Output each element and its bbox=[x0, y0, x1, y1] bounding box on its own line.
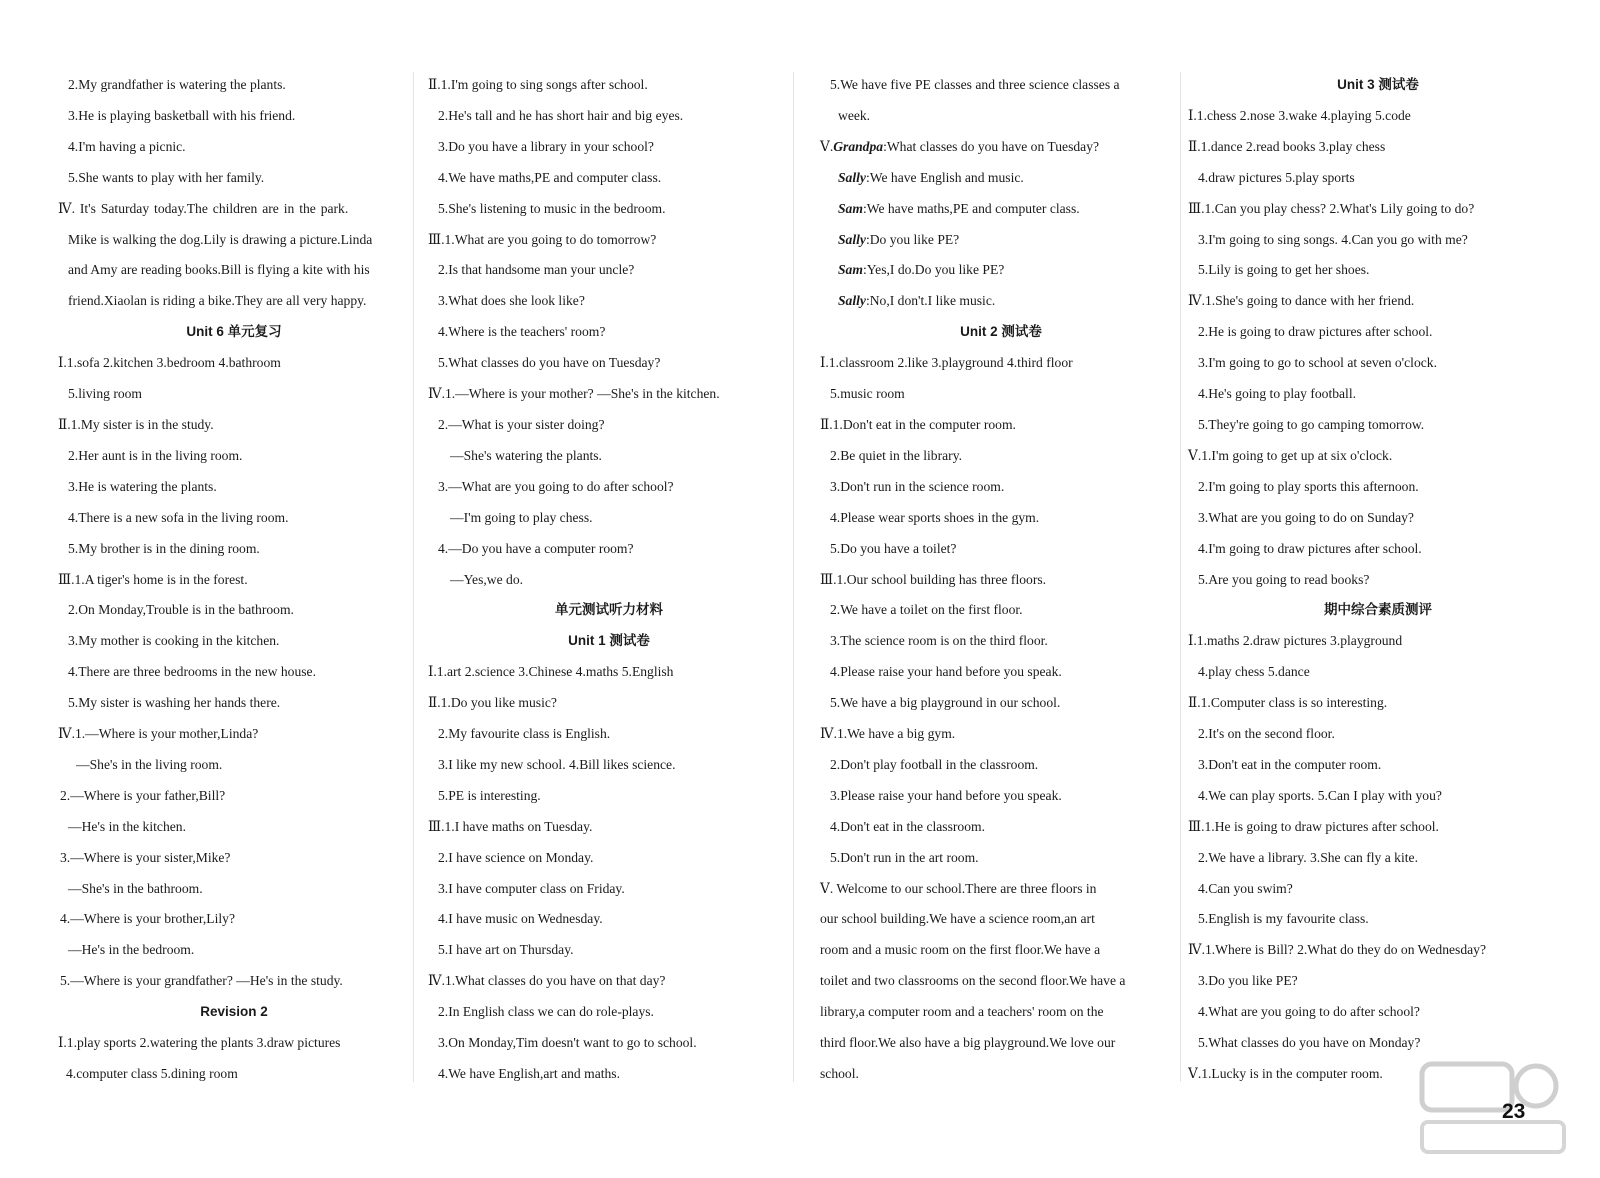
text-line: 5.We have a big playground in our school. bbox=[830, 695, 1061, 711]
text-line: Ⅲ.1.I have maths on Tuesday. bbox=[428, 818, 593, 834]
text-line: 4.He's going to play football. bbox=[1198, 386, 1357, 402]
text-line: 4.—Where is your brother,Lily? bbox=[60, 911, 235, 927]
dialogue-line bbox=[820, 194, 1182, 225]
text-line: Ⅱ.1.Computer class is so interesting. bbox=[1188, 695, 1388, 711]
text-line: Ⅰ.1.play sports 2.watering the plants 3.draw pictures bbox=[58, 1035, 341, 1051]
section-numeral: Ⅴ. bbox=[820, 138, 834, 154]
text-line: 2.—What is your sister doing? bbox=[438, 416, 605, 432]
text-line: 3.—What are you going to do after school? bbox=[438, 478, 674, 494]
text-line: 3.My mother is cooking in the kitchen. bbox=[68, 633, 280, 649]
text-line: 4.What are you going to do after school? bbox=[1198, 1004, 1420, 1020]
dialogue-line bbox=[820, 225, 1182, 256]
text-line: 4.draw pictures 5.play sports bbox=[1198, 169, 1355, 185]
text-line: Ⅲ.1.He is going to draw pictures after school. bbox=[1188, 818, 1439, 834]
text-line: 2.Be quiet in the library. bbox=[830, 447, 963, 463]
text-line: 4.There is a new sofa in the living room. bbox=[68, 509, 289, 525]
text-line: 3.I have computer class on Friday. bbox=[438, 880, 625, 896]
text-line: 5.We have five PE classes and three science classes a bbox=[830, 77, 1120, 92]
text-line: 3.Do you like PE? bbox=[1198, 973, 1298, 989]
text-line: 3.He is playing basketball with his friend. bbox=[68, 107, 296, 123]
text-line: 4.We have English,art and maths. bbox=[438, 1066, 620, 1081]
text-line: 3.He is watering the plants. bbox=[68, 478, 217, 494]
text-line: Ⅱ.1.I'm going to sing songs after school. bbox=[428, 77, 648, 92]
text-line: 4.Please raise your hand before you speak. bbox=[830, 664, 1062, 680]
text-line: 2.Her aunt is in the living room. bbox=[68, 447, 243, 463]
text-line: 2.I'm going to play sports this afternoon. bbox=[1198, 478, 1419, 494]
text-line: 3.I'm going to sing songs. 4.Can you go with me? bbox=[1198, 231, 1468, 247]
text-line: 5.living room bbox=[68, 386, 143, 402]
dialogue-text: :We have maths,PE and computer class. bbox=[862, 200, 1080, 216]
text-line: 5.English is my favourite class. bbox=[1198, 911, 1369, 927]
text-line: 3.I like my new school. 4.Bill likes science. bbox=[438, 756, 676, 772]
text-line: Ⅰ.1.sofa 2.kitchen 3.bedroom 4.bathroom bbox=[58, 355, 281, 371]
text-line: library,a computer room and a teachers' room on the bbox=[820, 1004, 1104, 1020]
text-line: Ⅰ.1.chess 2.nose 3.wake 4.playing 5.code bbox=[1188, 107, 1411, 123]
text-line: 2.Is that handsome man your uncle? bbox=[438, 262, 635, 278]
text-line: Ⅱ.1.dance 2.read books 3.play chess bbox=[1188, 138, 1386, 154]
text-line: 4.computer class 5.dining room bbox=[66, 1066, 238, 1081]
text-line: 4.I have music on Wednesday. bbox=[438, 911, 603, 927]
text-line: 4.I'm having a picnic. bbox=[68, 138, 186, 154]
text-line: 2.It's on the second floor. bbox=[1198, 726, 1335, 742]
text-line: Ⅱ.1.Do you like music? bbox=[428, 695, 557, 711]
text-line: 4.We have maths,PE and computer class. bbox=[438, 169, 662, 185]
answer-column-2 bbox=[428, 70, 790, 1090]
text-line: Ⅳ. It's Saturday today.The children are in the park. bbox=[58, 200, 349, 216]
text-line: 2.My grandfather is watering the plants. bbox=[68, 77, 286, 92]
text-line: 3.Don't run in the science room. bbox=[830, 478, 1005, 494]
speaker-name: Sally bbox=[838, 231, 866, 247]
dialogue-line bbox=[820, 286, 1182, 317]
text-line: 2.Don't play football in the classroom. bbox=[830, 756, 1039, 772]
text-line: 5.Don't run in the art room. bbox=[830, 849, 979, 865]
dialogue-text: :We have English and music. bbox=[865, 169, 1024, 185]
text-line: 2.My favourite class is English. bbox=[438, 726, 611, 742]
text-line: 5.My sister is washing her hands there. bbox=[68, 695, 281, 711]
text-line: Ⅲ.1.What are you going to do tomorrow? bbox=[428, 231, 657, 247]
text-line: 4.Don't eat in the classroom. bbox=[830, 818, 985, 834]
section-heading: Unit 1 测试卷 bbox=[568, 633, 650, 649]
text-line: Ⅳ.1.—Where is your mother? —She's in the kitchen. bbox=[428, 386, 720, 402]
text-line: school. bbox=[820, 1066, 859, 1081]
speaker-name: Sally bbox=[838, 293, 866, 309]
text-line: 5.—Where is your grandfather? —He's in the study. bbox=[60, 973, 343, 989]
text-line: 2.On Monday,Trouble is in the bathroom. bbox=[68, 602, 294, 618]
dialogue-line bbox=[820, 132, 1182, 163]
text-line: friend.Xiaolan is riding a bike.They are all very happy. bbox=[68, 293, 367, 309]
text-line: 3.Don't eat in the computer room. bbox=[1198, 756, 1382, 772]
text-line: Ⅴ.1.Lucky is in the computer room. bbox=[1188, 1066, 1383, 1081]
text-line: 5.She's listening to music in the bedroom. bbox=[438, 200, 666, 216]
answer-column-1 bbox=[58, 70, 410, 1090]
text-line: 3.On Monday,Tim doesn't want to go to school. bbox=[438, 1035, 697, 1051]
text-line: —She's in the bathroom. bbox=[68, 880, 203, 896]
speaker-name: Sally bbox=[838, 169, 866, 185]
section-heading: Unit 2 测试卷 bbox=[960, 324, 1042, 340]
text-line: Ⅳ.1.—Where is your mother,Linda? bbox=[58, 726, 259, 742]
dialogue-text: :No,I don't.I like music. bbox=[865, 293, 996, 309]
text-line: 2.In English class we can do role-plays. bbox=[438, 1004, 654, 1020]
text-line: 5.They're going to go camping tomorrow. bbox=[1198, 416, 1425, 432]
text-line: 4.I'm going to draw pictures after school. bbox=[1198, 540, 1422, 556]
text-line: 3.What does she look like? bbox=[438, 293, 585, 309]
dialogue-line bbox=[820, 255, 1182, 286]
text-line: Ⅱ.1.Don't eat in the computer room. bbox=[820, 416, 1016, 432]
text-line: third floor.We also have a big playground.We love our bbox=[820, 1035, 1116, 1051]
text-line: 4.Please wear sports shoes in the gym. bbox=[830, 509, 1040, 525]
section-heading: 单元测试听力材料 bbox=[555, 602, 663, 618]
dialogue-line bbox=[820, 163, 1182, 194]
text-line: —She's in the living room. bbox=[76, 756, 223, 772]
text-line: 3.What are you going to do on Sunday? bbox=[1198, 509, 1414, 525]
text-line: 4.play chess 5.dance bbox=[1198, 664, 1310, 680]
dialogue-text: :Do you like PE? bbox=[865, 231, 960, 247]
text-line: 5.I have art on Thursday. bbox=[438, 942, 574, 958]
text-line: 2.I have science on Monday. bbox=[438, 849, 594, 865]
text-line: Ⅴ.1.I'm going to get up at six o'clock. bbox=[1188, 447, 1393, 463]
text-line: 5.My brother is in the dining room. bbox=[68, 540, 260, 556]
text-line: Ⅳ.1.What classes do you have on that day? bbox=[428, 973, 666, 989]
text-line: 3.The science room is on the third floor. bbox=[830, 633, 1048, 649]
text-line: 3.I'm going to go to school at seven o'clock. bbox=[1198, 355, 1437, 371]
text-line: Ⅳ.1.Where is Bill? 2.What do they do on Wednesday? bbox=[1188, 942, 1487, 958]
text-line: 4.There are three bedrooms in the new house. bbox=[68, 664, 316, 680]
text-line: 2.We have a library. 3.She can fly a kite. bbox=[1198, 849, 1418, 865]
text-line: 5.She wants to play with her family. bbox=[68, 169, 265, 185]
dialogue-text: :What classes do you have on Tuesday? bbox=[883, 138, 1100, 154]
answer-column-3 bbox=[820, 70, 1182, 1090]
answer-column-4 bbox=[1188, 70, 1568, 1090]
text-line: 4.—Do you have a computer room? bbox=[438, 540, 634, 556]
text-line: 3.Please raise your hand before you speak. bbox=[830, 787, 1062, 803]
section-heading: Unit 3 测试卷 bbox=[1337, 77, 1419, 92]
text-line: 3.—Where is your sister,Mike? bbox=[60, 849, 231, 865]
page-number: 23 bbox=[1502, 1100, 1526, 1123]
text-line: toilet and two classrooms on the second floor.We have a bbox=[820, 973, 1126, 989]
text-line: 5.music room bbox=[830, 386, 905, 402]
section-heading: Revision 2 bbox=[200, 1004, 268, 1020]
text-line: 5.Do you have a toilet? bbox=[830, 540, 957, 556]
text-line: —He's in the kitchen. bbox=[68, 818, 186, 834]
text-line: 2.—Where is your father,Bill? bbox=[60, 787, 226, 803]
text-line: Ⅰ.1.maths 2.draw pictures 3.playground bbox=[1188, 633, 1403, 649]
text-line: 5.PE is interesting. bbox=[438, 787, 541, 803]
text-line: 4.Can you swim? bbox=[1198, 880, 1293, 896]
text-line: Ⅲ.1.Can you play chess? 2.What's Lily going to do? bbox=[1188, 200, 1475, 216]
text-line: 4.We can play sports. 5.Can I play with you? bbox=[1198, 787, 1442, 803]
text-line: —Yes,we do. bbox=[450, 571, 524, 587]
text-line: —She's watering the plants. bbox=[450, 447, 602, 463]
text-line: —I'm going to play chess. bbox=[450, 509, 593, 525]
text-line: 5.Lily is going to get her shoes. bbox=[1198, 262, 1370, 278]
section-heading: Unit 6 单元复习 bbox=[186, 324, 282, 340]
text-line: Ⅳ.1.We have a big gym. bbox=[820, 726, 956, 742]
text-line: Ⅲ.1.A tiger's home is in the forest. bbox=[58, 571, 248, 587]
text-line: 5.What classes do you have on Monday? bbox=[1198, 1035, 1421, 1051]
text-line: Mike is walking the dog.Lily is drawing a picture.Linda bbox=[68, 231, 373, 247]
text-line: room and a music room on the first floor.We have a bbox=[820, 942, 1101, 958]
text-line: Ⅴ. Welcome to our school.There are three floors in bbox=[820, 880, 1097, 896]
text-line: 4.Where is the teachers' room? bbox=[438, 324, 606, 340]
text-line: Ⅰ.1.art 2.science 3.Chinese 4.maths 5.English bbox=[428, 664, 674, 680]
text-line: 3.Do you have a library in your school? bbox=[438, 138, 654, 154]
text-line: Ⅱ.1.My sister is in the study. bbox=[58, 416, 214, 432]
speaker-name: Sam bbox=[838, 200, 863, 216]
section-heading: 期中综合素质测评 bbox=[1324, 602, 1432, 618]
text-line: 5.What classes do you have on Tuesday? bbox=[438, 355, 661, 371]
text-line: Ⅲ.1.Our school building has three floors. bbox=[820, 571, 1047, 587]
text-line: 2.He is going to draw pictures after school. bbox=[1198, 324, 1433, 340]
text-line: week. bbox=[838, 107, 871, 123]
text-line: 2.He's tall and he has short hair and big eyes. bbox=[438, 107, 684, 123]
text-line: Ⅳ.1.She's going to dance with her friend. bbox=[1188, 293, 1415, 309]
text-line: our school building.We have a science room,an art bbox=[820, 911, 1095, 927]
text-line: —He's in the bedroom. bbox=[68, 942, 195, 958]
speaker-name: Sam bbox=[838, 262, 863, 278]
text-line: 2.We have a toilet on the first floor. bbox=[830, 602, 1023, 618]
text-line: and Amy are reading books.Bill is flying a kite with his bbox=[68, 262, 370, 278]
dialogue-text: :Yes,I do.Do you like PE? bbox=[862, 262, 1005, 278]
speaker-name: Grandpa bbox=[833, 138, 884, 154]
text-line: Ⅰ.1.classroom 2.like 3.playground 4.third floor bbox=[820, 355, 1073, 371]
text-line: 5.Are you going to read books? bbox=[1198, 571, 1370, 587]
